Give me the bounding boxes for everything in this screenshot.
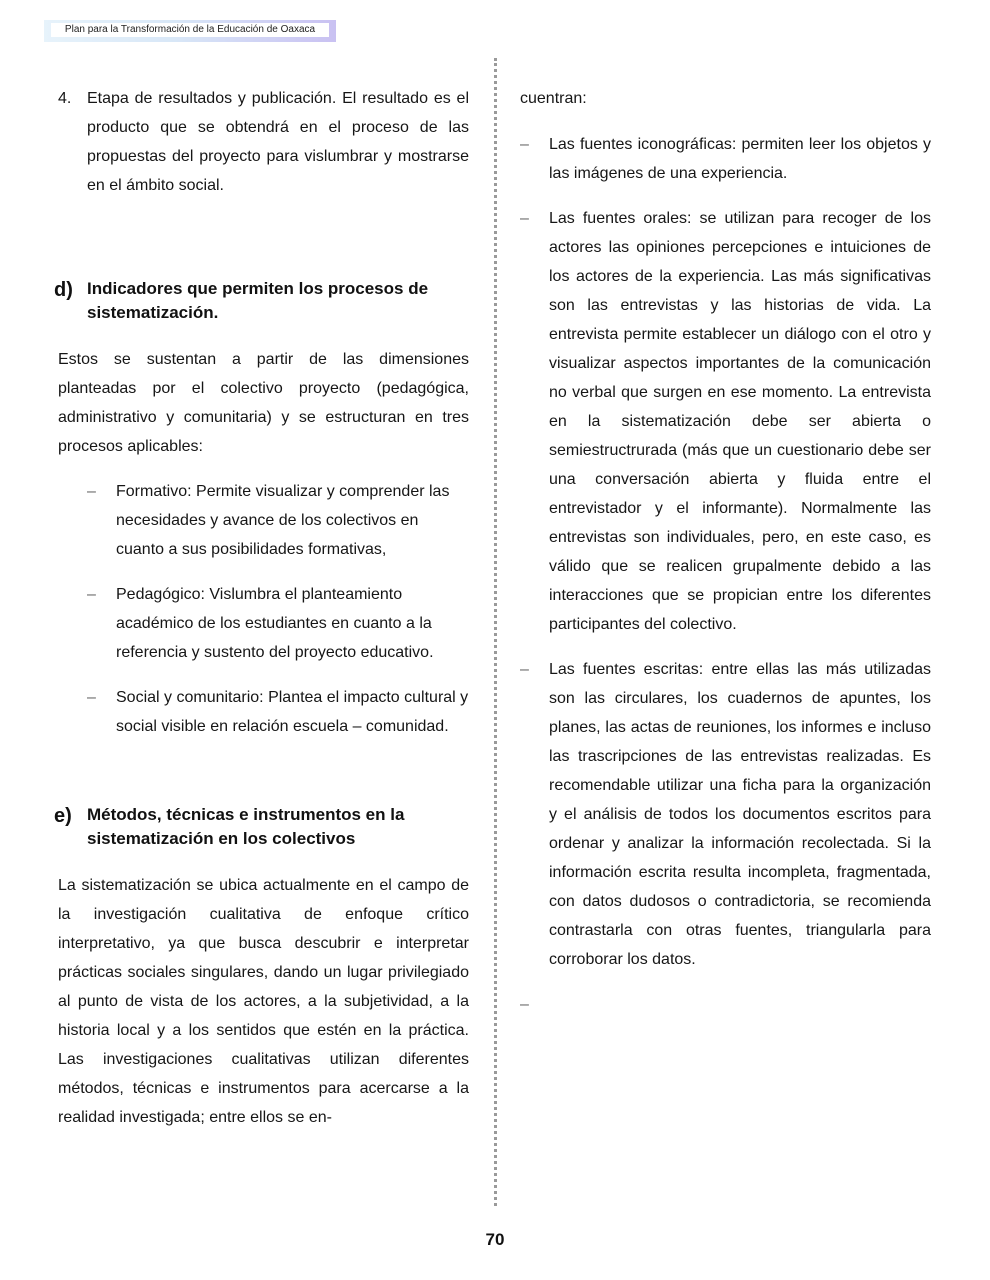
page-number: 70 (485, 1230, 505, 1249)
section-e-heading (54, 803, 469, 851)
list-item-text (549, 990, 931, 1019)
list-item (491, 130, 931, 188)
section-d-list (58, 477, 469, 741)
dash-marker: – (520, 996, 529, 1013)
dash-marker: – (520, 661, 529, 678)
section-d-letter: d) (54, 279, 73, 301)
left-column (54, 84, 469, 1132)
section-d-intro: Estos se sustentan a partir de las dimensiones planteadas por el colectivo proyecto (pedagógica, administrativo y comunitaria) y se estructuran en tres procesos aplicables: (58, 351, 469, 455)
list-item-text: Social y comunitario: Plantea el impacto cultural y social visible en relación escuela – comunidad. (116, 689, 469, 735)
dash-marker: – (87, 483, 96, 500)
list-item-text: Las fuentes iconográficas: permiten leer los objetos y las imágenes de una experiencia. (549, 136, 931, 182)
list-item-text: Pedagógico: Vislumbra el planteamiento académico de los estudiantes en cuanto a la referencia y sustento del proyecto educativo. (116, 586, 434, 661)
right-column (520, 84, 931, 1035)
section-e-paragraph: La sistematización se ubica actualmente en el campo de la investigación cualitativa de enfoque crítico interpretativo, ya que busca descubrir e interpretar prácticas sociales singulares, dando un lugar privilegiado al punto de vista de los actores, a la subjetividad, a la historia local y a los sentidos que estén en la práctica. Las investigaciones cualitativas utilizan diferentes métodos, técnicas e instrumentos para acercarse a la realidad investigada; entre ellos se en- (58, 877, 469, 1126)
section-e-title: Métodos, técnicas e instrumentos en la sistematización en los colectivos (87, 805, 405, 848)
list-item (491, 655, 931, 974)
dash-marker: – (87, 586, 96, 603)
numbered-item-4 (58, 84, 469, 200)
dash-marker: – (520, 136, 529, 153)
list-item (58, 580, 469, 667)
list-item (58, 683, 469, 741)
header-title: Plan para la Transformación de la Educación de Oaxaca (51, 23, 329, 37)
continuation-text: cuentran: (520, 90, 587, 107)
list-item-text: Formativo: Permite visualizar y comprender las necesidades y avance de los colectivos en cuanto a sus posibilidades formativas, (116, 483, 450, 558)
sources-list (520, 130, 931, 1019)
item-4-text: Etapa de resultados y publicación. El resultado es el producto que se obtendrá en el proceso de las propuestas del proyecto para vislumbrar y mostrarse en el ámbito social. (87, 90, 469, 194)
section-d-heading (54, 277, 469, 325)
dash-marker: – (520, 210, 529, 227)
list-item-empty (491, 990, 931, 1019)
list-item (491, 204, 931, 639)
list-item (58, 477, 469, 564)
section-d-title: Indicadores que permiten los procesos de sistematización. (87, 279, 429, 322)
section-e-letter: e) (54, 805, 72, 827)
item-number: 4. (58, 90, 72, 107)
dash-marker: – (87, 689, 96, 706)
list-item-text: Las fuentes escritas: entre ellas las más utilizadas son las circulares, los cuadernos de apuntes, los planes, las actas de reuniones, los informes e incluso las trascripciones de las entrevistas realizadas. Es recomendable utilizar una ficha para la organización y el análisis de todos los documentos escritos para ordenar y analizar la información recolectada. Si la información escrita resulta incompleta, fragmentada, con datos dudosos o contradictoria, se recomienda contrastarla con otras fuentes, triangularla para corroborar los datos. (549, 661, 931, 968)
list-item-text: Las fuentes orales: se utilizan para recoger de los actores las opiniones percepciones e intuiciones de los actores de la experiencia. Las más significativas son las entrevistas y las historias de vida. La entrevista permite establecer un diálogo con el otro y visualizar aspectos importantes de la comunicación no verbal que surgen en ese momento. La entrevista en la sistematización debe ser abierta o semiestructrurada (más que un cuestionario debe ser una conversación abierta y fluida entre el entrevistador y el informante). Normalmente las entrevistas son individuales, pero, en este caso, es válido que se realicen grupalmente debido a las interacciones que se propician entre los diferentes participantes del colectivo. (549, 210, 931, 633)
